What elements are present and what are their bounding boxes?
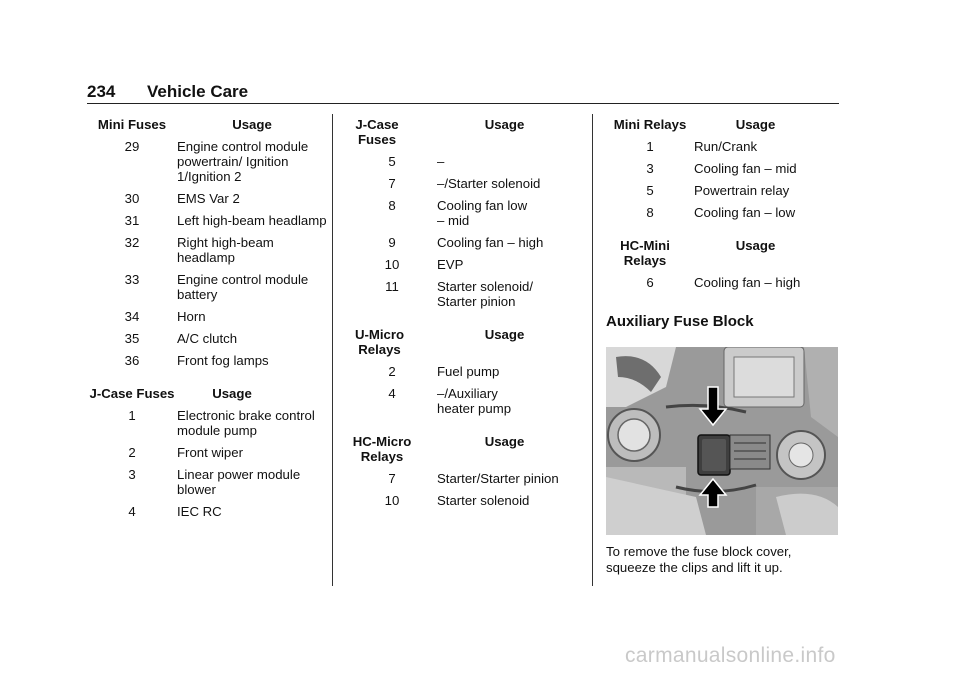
relay-number: 8	[646, 205, 654, 220]
table-row	[347, 471, 587, 493]
column-header: HC-Micro Relays	[352, 434, 412, 464]
relay-number: 4	[388, 386, 396, 401]
table-row	[87, 445, 327, 467]
column-divider	[592, 114, 593, 586]
column-header: Usage	[212, 386, 252, 401]
table-row	[606, 275, 842, 297]
relay-usage: Cooling fan – mid	[694, 161, 797, 176]
table-row	[347, 493, 587, 515]
table-row	[347, 176, 587, 198]
fuse-number: 35	[124, 331, 140, 346]
relay-usage: Cooling fan – high	[694, 275, 801, 290]
column-2	[347, 117, 587, 515]
fuse-usage: Cooling fan – high	[437, 235, 544, 250]
column-header: Mini Fuses	[97, 117, 167, 132]
fuse-number: 2	[128, 445, 136, 460]
table-row	[87, 191, 327, 213]
fuse-number: 31	[124, 213, 140, 228]
j-case-fuses-table-2	[347, 117, 587, 316]
fuse-number: 10	[384, 257, 400, 272]
fuse-usage: Starter solenoid/ Starter pinion	[437, 279, 534, 309]
fuse-number: 36	[124, 353, 140, 368]
fuse-usage: Left high-beam headlamp	[177, 213, 327, 228]
relay-usage: Run/Crank	[694, 139, 758, 154]
table-row	[87, 272, 327, 309]
relay-number: 2	[388, 364, 396, 379]
table-row	[606, 205, 842, 227]
relay-usage: Cooling fan – low	[694, 205, 796, 220]
fuse-usage: A/C clutch	[177, 331, 238, 346]
table-header	[606, 238, 842, 275]
column-header: Usage	[735, 238, 776, 253]
page-header	[87, 82, 248, 102]
relay-number: 7	[388, 471, 396, 486]
fuse-number: 4	[128, 504, 136, 519]
fuse-number: 8	[388, 198, 396, 213]
relay-usage: Starter solenoid	[437, 493, 530, 508]
relay-number: 5	[646, 183, 654, 198]
fuse-usage: IEC RC	[177, 504, 222, 519]
table-row	[87, 309, 327, 331]
table-row	[347, 386, 587, 423]
column-header: U-Micro Relays	[354, 327, 405, 357]
column-header: Usage	[484, 434, 525, 449]
column-1	[87, 117, 327, 526]
table-row	[87, 353, 327, 375]
instruction-text: To remove the fuse block cover, squeeze the clips and lift it up.	[606, 544, 792, 575]
relay-number: 6	[646, 275, 654, 290]
fuse-usage: Electronic brake control module pump	[177, 408, 315, 438]
fuse-usage: Engine control module battery	[177, 272, 309, 302]
relay-usage: –/Auxiliary heater pump	[437, 386, 512, 416]
fuse-usage: Horn	[177, 309, 206, 324]
table-header	[87, 117, 327, 139]
table-header	[347, 327, 587, 364]
column-header: J-Case Fuses	[355, 117, 399, 147]
relay-usage: Powertrain relay	[694, 183, 790, 198]
page-number: 234	[87, 82, 116, 101]
column-header: Usage	[232, 117, 272, 132]
table-row	[347, 154, 587, 176]
table-row	[87, 331, 327, 353]
fuse-usage: EVP	[437, 257, 464, 272]
fuse-usage: –	[437, 154, 445, 169]
relay-usage: Starter/Starter pinion	[437, 471, 559, 486]
table-row	[87, 467, 327, 504]
fuse-usage: Front wiper	[177, 445, 243, 460]
column-header: Usage	[735, 117, 776, 132]
fuse-number: 5	[388, 154, 396, 169]
table-row	[87, 139, 327, 191]
page-title: Vehicle Care	[147, 82, 249, 101]
section-title: Auxiliary Fuse Block	[606, 313, 754, 330]
table-header	[347, 117, 587, 154]
hc-micro-relays-table	[347, 434, 587, 515]
fuse-number: 7	[388, 176, 396, 191]
fuse-number: 29	[124, 139, 140, 154]
fuse-number: 32	[124, 235, 140, 250]
table-row	[347, 235, 587, 257]
table-row	[87, 235, 327, 272]
column-header: Usage	[484, 117, 525, 132]
fuse-number: 9	[388, 235, 396, 250]
table-header	[87, 386, 327, 408]
fuse-block-location-drawing	[606, 347, 838, 535]
relay-number: 3	[646, 161, 654, 176]
fuse-number: 34	[124, 309, 140, 324]
table-row	[606, 183, 842, 205]
u-micro-relays-table	[347, 327, 587, 423]
table-row	[87, 408, 327, 445]
fuse-usage: Front fog lamps	[177, 353, 269, 368]
table-header	[606, 117, 842, 139]
fuse-number: 11	[385, 279, 399, 294]
hc-mini-relays-table	[606, 238, 842, 297]
table-row	[347, 364, 587, 386]
column-header: Usage	[484, 327, 525, 342]
column-3	[606, 117, 842, 297]
table-row	[347, 257, 587, 279]
table-row	[87, 213, 327, 235]
column-header: J-Case Fuses	[89, 386, 175, 401]
column-divider	[332, 114, 333, 586]
fuse-number: 30	[124, 191, 140, 206]
mini-relays-table	[606, 117, 842, 227]
table-row	[347, 198, 587, 235]
header-rule	[87, 103, 839, 104]
fuse-number: 33	[124, 272, 140, 287]
watermark: carmanualsonline.info	[625, 644, 836, 667]
fuse-number: 3	[128, 467, 136, 482]
table-header	[347, 434, 587, 471]
fuse-number: 1	[128, 408, 136, 423]
fuse-usage: Linear power module blower	[177, 467, 301, 497]
relay-number: 1	[646, 139, 654, 154]
fuse-usage: Engine control module powertrain/ Ignition 1/Ignition 2	[177, 139, 309, 184]
fuse-usage: EMS Var 2	[177, 191, 240, 206]
table-row	[606, 161, 842, 183]
fuse-usage: Right high-beam headlamp	[177, 235, 274, 265]
engine-bay-illustration	[606, 347, 838, 535]
column-header: HC-Mini Relays	[620, 238, 670, 268]
j-case-fuses-table	[87, 386, 327, 526]
relay-usage: Fuel pump	[437, 364, 500, 379]
table-row	[347, 279, 587, 316]
table-row	[606, 139, 842, 161]
mini-fuses-table	[87, 117, 327, 375]
relay-number: 10	[384, 493, 400, 508]
fuse-usage: –/Starter solenoid	[437, 176, 541, 191]
column-header: Mini Relays	[613, 117, 687, 132]
table-row	[87, 504, 327, 526]
fuse-usage: Cooling fan low – mid	[437, 198, 528, 228]
